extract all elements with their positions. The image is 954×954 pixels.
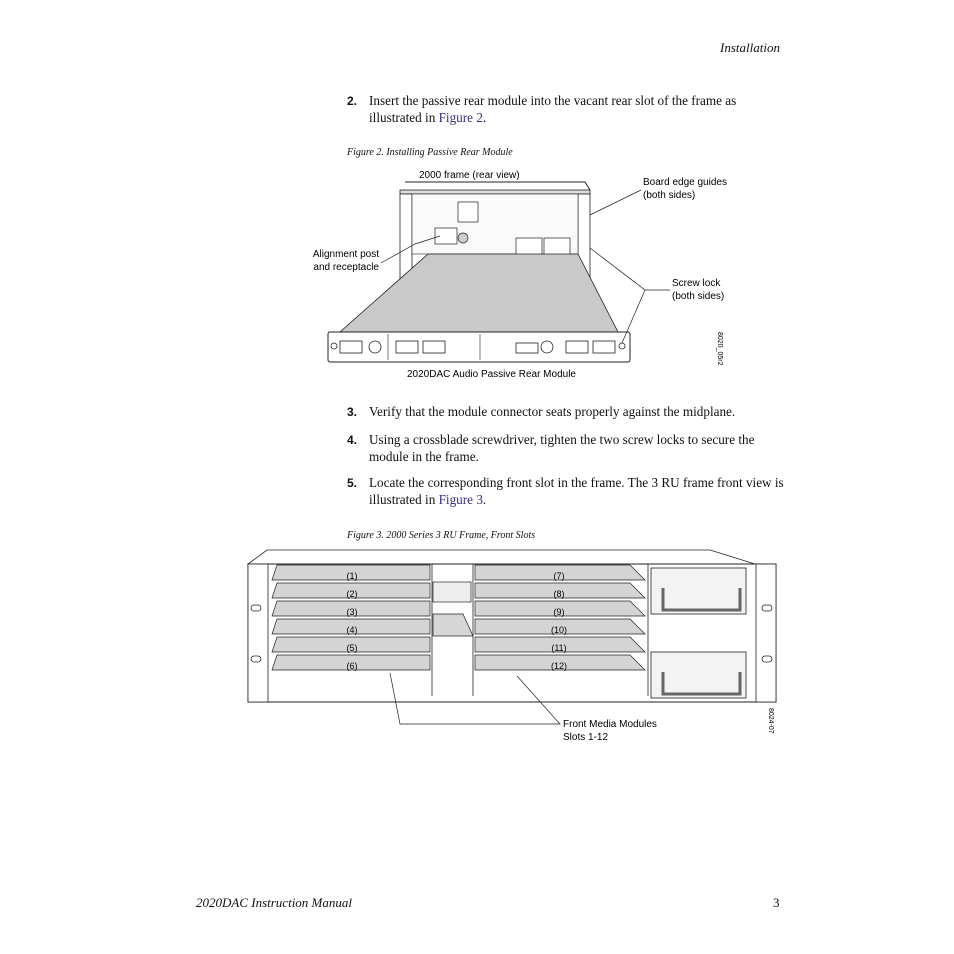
- power-supply-top: [651, 568, 746, 614]
- slot-label: (10): [550, 625, 568, 635]
- slot-label: (9): [553, 607, 565, 617]
- step-text-part: Locate the corresponding front slot in the frame. The 3 RU frame front view is illustrated in: [369, 475, 784, 507]
- slot-label: (6): [346, 661, 358, 671]
- step-text: [369, 475, 787, 508]
- figure-3-caption: Figure 3. 2000 Series 3 RU Frame, Front Slots: [347, 530, 536, 541]
- midplane-connector: [458, 202, 478, 222]
- figure-3-diagram: [245, 548, 785, 748]
- alignment-receptacle: [435, 228, 457, 244]
- panel-terminal: [396, 341, 418, 353]
- callout-label: Slots 1-12: [563, 732, 609, 743]
- label-screw-lock: (both sides): [672, 291, 725, 302]
- step-text-part: .: [482, 109, 487, 125]
- label-alignment: Alignment post: [312, 249, 379, 260]
- screw-lock-left: [331, 343, 337, 349]
- alignment-post: [458, 233, 468, 243]
- step-number: 5.: [347, 476, 358, 490]
- footer-page-number: 3: [773, 895, 780, 910]
- step-number: 3.: [347, 405, 358, 419]
- leader-screw-top: [590, 248, 670, 290]
- panel-bnc: [541, 341, 553, 353]
- slot-label: (7): [553, 571, 565, 581]
- rear-module-board: [340, 254, 618, 332]
- slot-label: (3): [346, 607, 358, 617]
- label-frame: 2000 frame (rear view): [419, 170, 520, 181]
- panel-terminal: [593, 341, 615, 353]
- figure-3-link[interactable]: Figure 3: [438, 491, 483, 507]
- mounting-hole: [251, 605, 261, 611]
- running-header: Installation: [720, 40, 780, 55]
- panel-terminal: [516, 343, 538, 353]
- step-5: [347, 475, 787, 508]
- slot-label: (5): [346, 643, 358, 653]
- step-2: [347, 93, 787, 126]
- step-number: 2.: [347, 94, 358, 108]
- step-text: Verify that the module connector seats properly against the midplane.: [369, 404, 736, 419]
- label-screw-lock: Screw lock: [672, 278, 721, 289]
- mounting-hole: [762, 605, 772, 611]
- leader-screw-bottom: [622, 290, 645, 343]
- label-module: 2020DAC Audio Passive Rear Module: [407, 369, 576, 380]
- slot-label: (4): [346, 625, 358, 635]
- panel-terminal: [423, 341, 445, 353]
- callout-label: Front Media Modules: [563, 719, 657, 730]
- panel-terminal: [340, 341, 362, 353]
- figure-3-code: 8024-07: [767, 708, 774, 734]
- step-3: [347, 404, 787, 421]
- panel-bnc: [369, 341, 381, 353]
- frame-top-edge: [405, 182, 590, 190]
- slot-label: (2): [346, 589, 358, 599]
- mounting-hole: [762, 656, 772, 662]
- slot-label: (11): [551, 643, 567, 653]
- power-supply-bottom: [651, 652, 746, 698]
- footer-manual-title: 2020DAC Instruction Manual: [196, 895, 352, 910]
- step-text: [369, 93, 787, 126]
- figure-2-caption: Figure 2. Installing Passive Rear Module: [347, 147, 513, 158]
- step-number: 4.: [347, 433, 358, 447]
- step-text-part: .: [482, 491, 487, 507]
- mounting-hole: [251, 656, 261, 662]
- rack-ear-left: [248, 564, 268, 702]
- rack-ear-right: [756, 564, 776, 702]
- panel-terminal: [566, 341, 588, 353]
- label-alignment: and receptacle: [313, 262, 379, 273]
- step-4: [347, 432, 787, 465]
- step-text: Using a crossblade screwdriver, tighten the two screw locks to secure the module in the frame.: [369, 432, 755, 464]
- slot-label: (8): [553, 589, 565, 599]
- frame-top: [248, 550, 755, 564]
- figure-2-code: 8020_05r2: [716, 332, 723, 366]
- step-text-part: Insert the passive rear module into the vacant rear slot of the frame as illustrated in: [369, 93, 737, 125]
- label-guides: Board edge guides: [643, 177, 727, 188]
- screw-lock-right: [619, 343, 625, 349]
- figure-2-link[interactable]: Figure 2: [438, 109, 483, 125]
- frame-top-rail: [400, 190, 590, 194]
- slot-label: (12): [550, 661, 568, 671]
- center-connector: [433, 582, 471, 602]
- label-guides: (both sides): [643, 190, 696, 201]
- slot-label: (1): [346, 571, 358, 581]
- figure-2-diagram: [300, 160, 740, 385]
- leader-guides: [590, 190, 641, 215]
